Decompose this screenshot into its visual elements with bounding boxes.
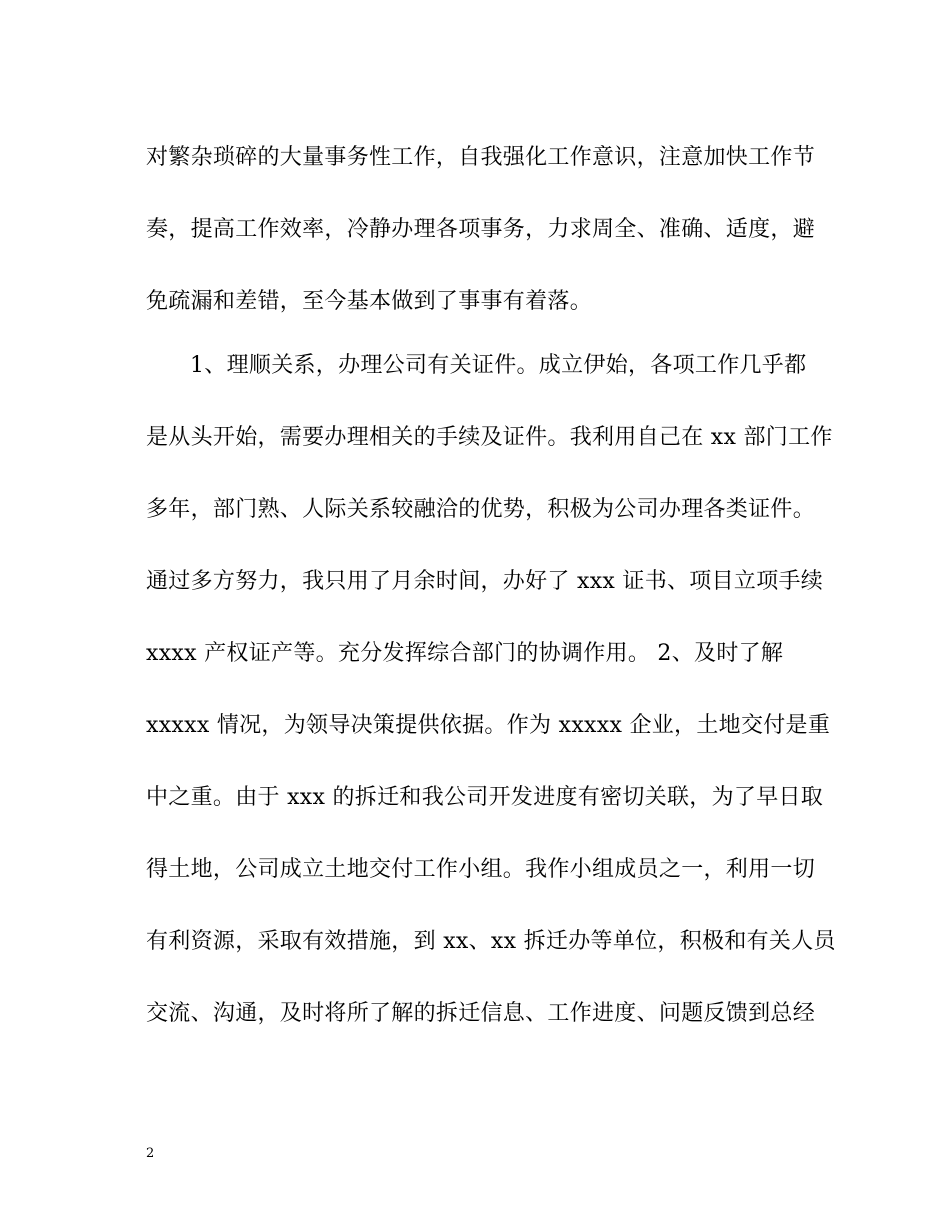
- body-text-line: 有利资源，采取有效措施，到 xx、xx 拆迁办等单位，积极和有关人员: [146, 929, 836, 954]
- body-text-line: xxxx 产权证产等。充分发挥综合部门的协调作用。 2、及时了解: [146, 641, 784, 666]
- body-text-line: 对繁杂琐碎的大量事务性工作，自我强化工作意识，注意加快工作节: [146, 145, 816, 170]
- page-number: 2: [146, 1146, 155, 1161]
- body-text-line: 得土地，公司成立土地交付工作小组。我作小组成员之一，利用一切: [146, 857, 816, 882]
- body-text-line: 是从头开始，需要办理相关的手续及证件。我利用自己在 xx 部门工作: [146, 425, 833, 450]
- body-text-line: 多年，部门熟、人际关系较融洽的优势，积极为公司办理各类证件。: [146, 497, 816, 522]
- body-text-line: 交流、沟通，及时将所了解的拆迁信息、工作进度、问题反馈到总经: [146, 1001, 816, 1026]
- body-text-line: 中之重。由于 xxx 的拆迁和我公司开发进度有密切关联，为了早日取: [146, 785, 824, 810]
- body-text-line: 奏，提高工作效率，冷静办理各项事务，力求周全、准确、适度，避: [146, 217, 816, 242]
- body-text-line: xxxxx 情况，为领导决策提供依据。作为 xxxxx 企业，土地交付是重: [146, 713, 831, 738]
- body-text-line: 通过多方努力，我只用了月余时间，办好了 xxx 证书、项目立项手续: [146, 569, 824, 594]
- body-text-line: 1、理顺关系，办理公司有关证件。成立伊始，各项工作几乎都: [190, 353, 807, 378]
- body-text-line: 免疏漏和差错，至今基本做到了事事有着落。: [146, 289, 593, 314]
